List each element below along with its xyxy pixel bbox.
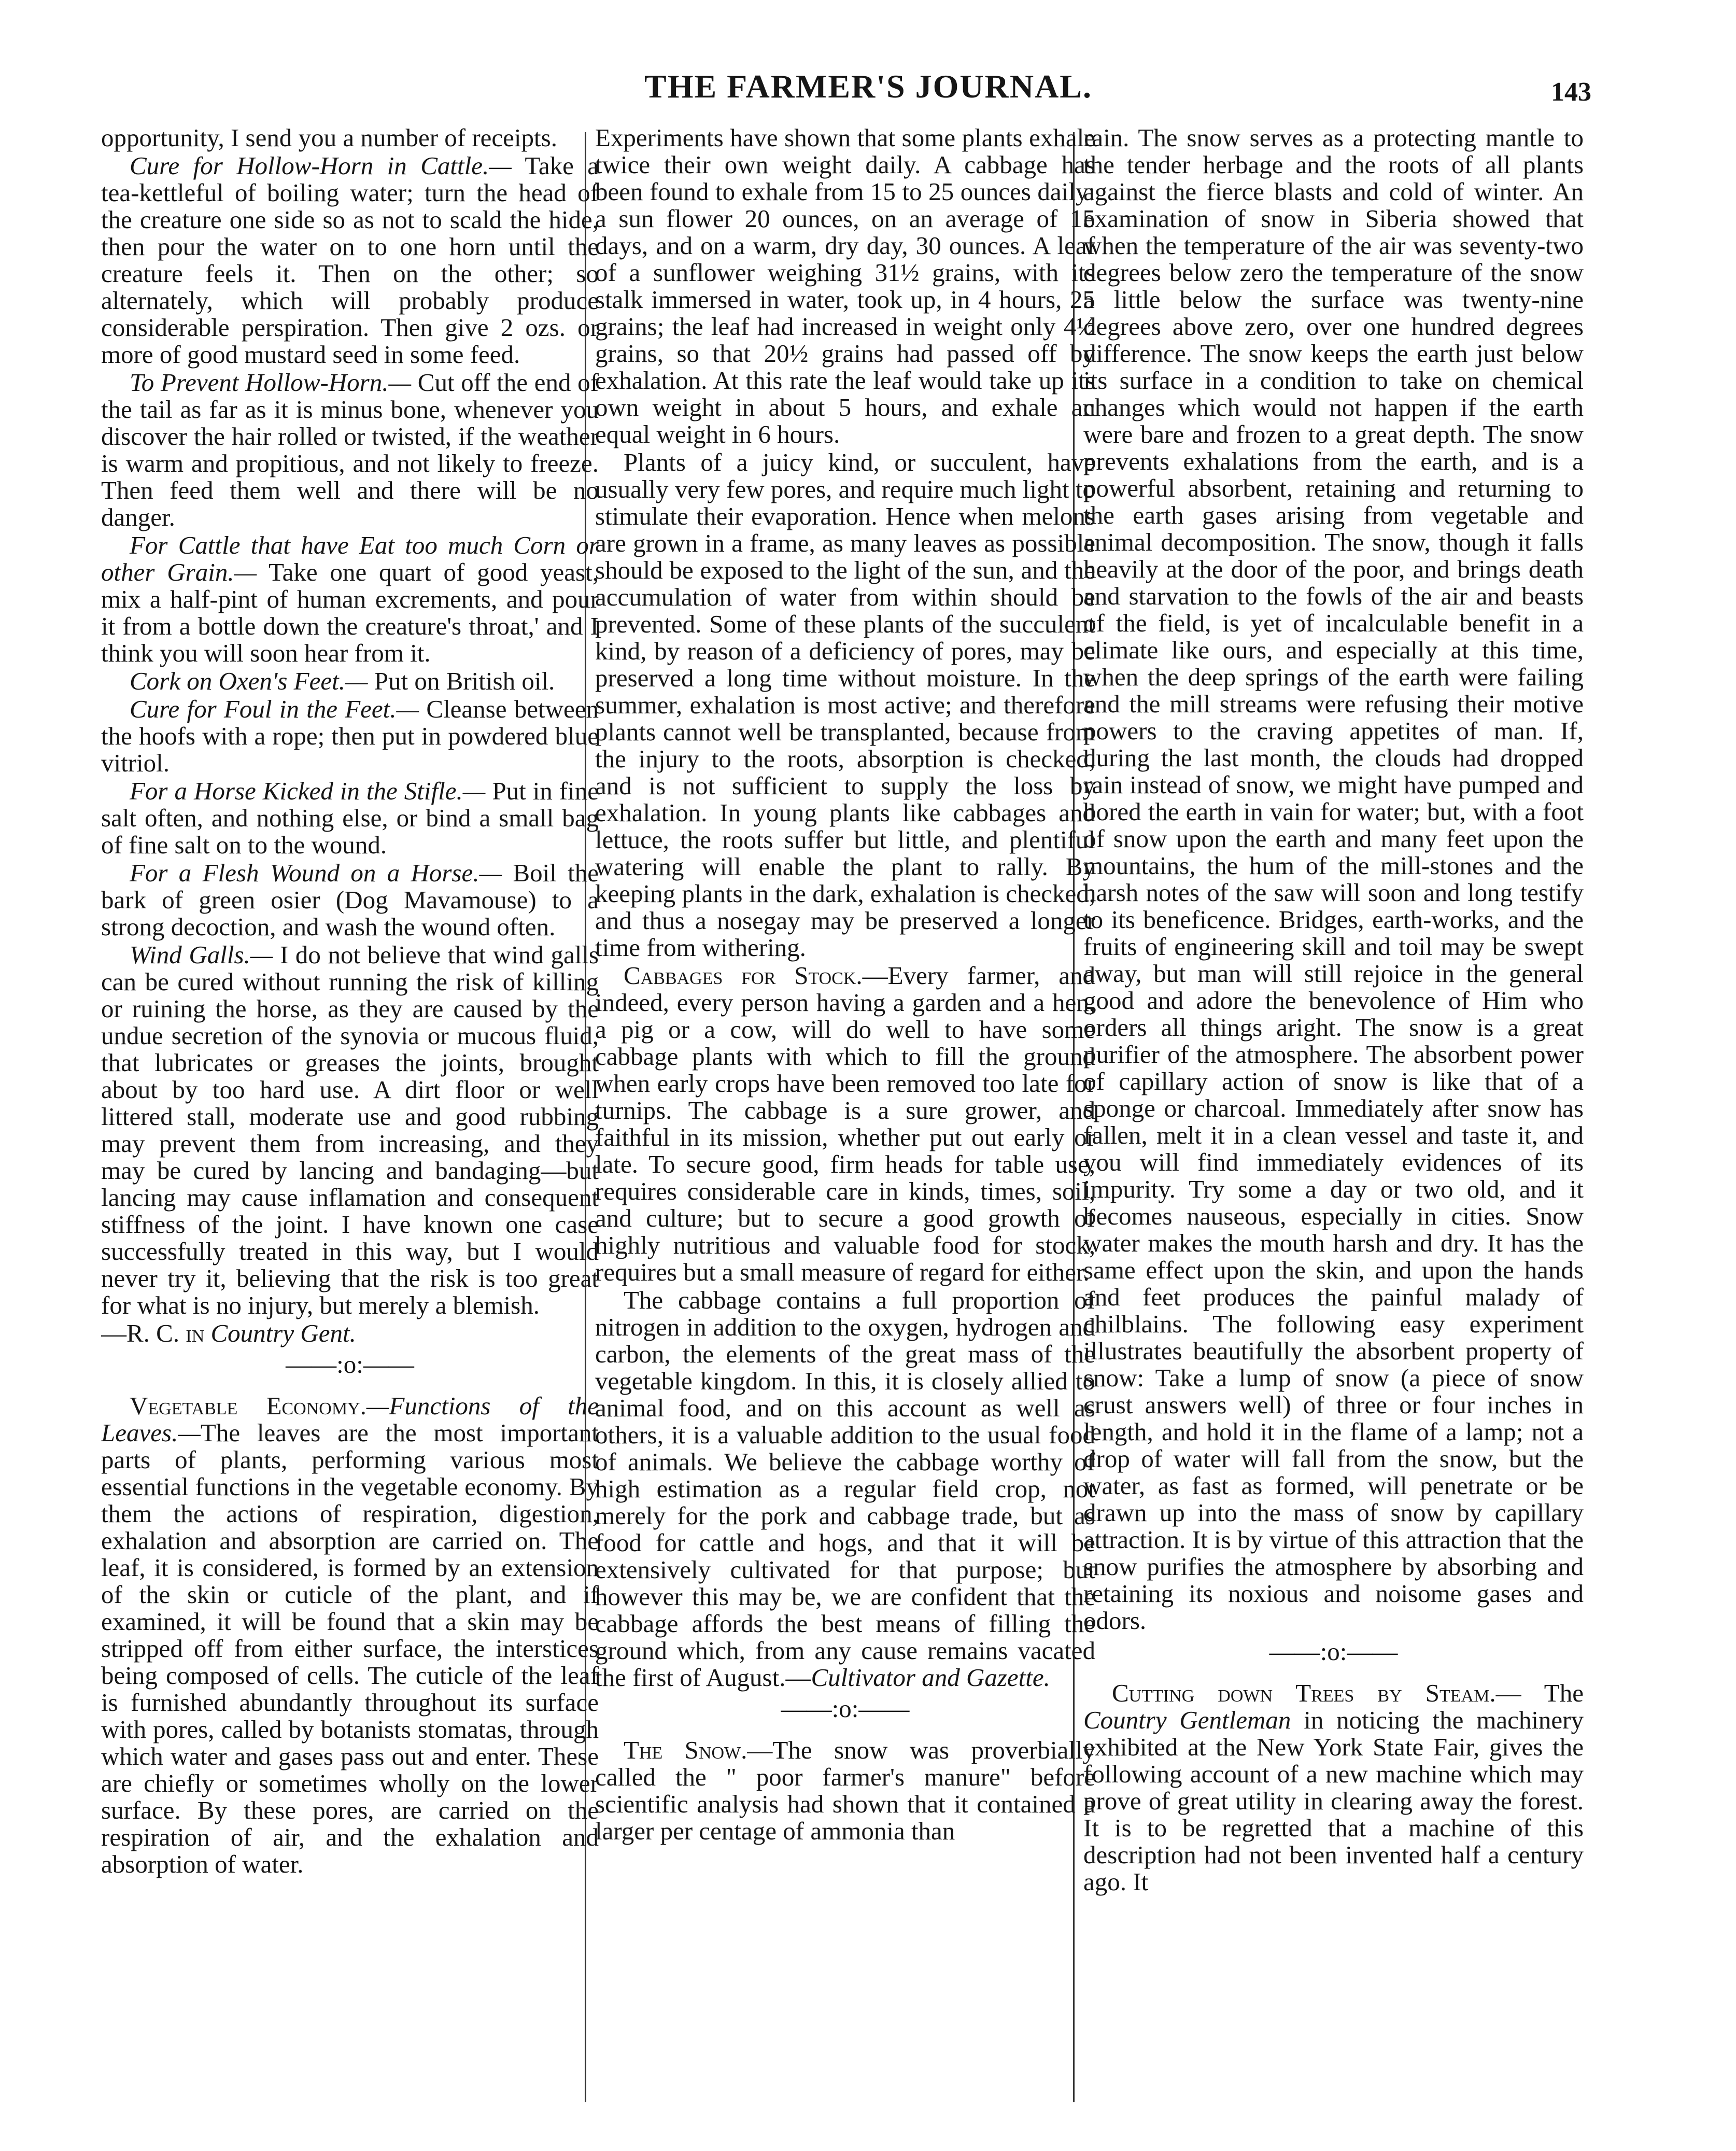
receipt-text: Cleanse between the hoofs with a rope; then put in powdered blue vitriol.: [101, 695, 599, 777]
page-number: 143: [1551, 77, 1591, 107]
section-separator: ——:o:——: [286, 1350, 414, 1379]
paragraph: Plants of a juicy kind, or succulent, have usually very few pores, and require much light to stimulate their evaporation. Hence when melons are grown in a frame, as many leaves as possible should be exposed to the light of the sun, and the accumulation of water from within should be prevented. Some of these plants of the succulent kind, by reason of a deficiency of pores, may be preserved a long time without moisture. In the summer, exhalation is most active; and therefore plants cannot well be transplanted, because from the injury to the roots, absorption is checked, and is not sufficient to supply the loss by exhalation. In young plants like cabbages and lettuce, the roots suffer but little, and plentiful watering will enable the plant to rally. By keeping plants in the dark, exhalation is checked, and thus a nosegay may be preserved a longer time from withering.: [595, 448, 1095, 962]
receipt-heading: Cork on Oxen's Feet.—: [130, 667, 368, 695]
article-vegetable-economy: [101, 1393, 599, 1878]
paragraph: rain. The snow serves as a protecting mantle to the tender herbage and the roots of all plants against the fierce blasts and cold of winter. An examination of snow in Siberia showed that when the temperature of the air was seventy-two degrees below zero the temperature of the snow a little below the surface was twenty-nine degrees above zero, over one hundred degrees difference. The snow keeps the earth just below its surface in a condition to take on chemical changes which would not happen if the earth were bare and frozen to a great depth. The snow prevents exhalations from the earth, and is a powerful absorbent, retaining and returning to the earth gases arising from vegetable and animal decomposition. The snow, though it falls heavily at the door of the poor, and brings death and starvation to the fowls of the air and beasts of the field, is yet of incalculable benefit in a climate like ours, and especially at this time, when the deep springs of the earth were failing and the mill streams were refusing their motive powers to the craving appetites of man. If, during the last month, the clouds had dropped rain instead of snow, we might have pumped and bored the earth in vain for water; but, with a foot of snow upon the earth and many feet upon the mountains, the hum of the mill-stones and the harsh notes of the saw will soon and long testify to its beneficence. Bridges, earth-works, and the fruits of engineering skill and toil may be swept away, but man will still rejoice in the general good and adore the benevolence of Him who orders all things aright. The snow is a great purifier of the atmosphere. The absorbent power of capillary action of snow is like that of a sponge or charcoal. Immediately after snow has fallen, melt it in a clean vessel and taste it, and you will find immediately evidences of its impurity. Try some a day or two old, and it becomes nauseous, especially in cities. Snow water makes the mouth harsh and dry. It has the same effect upon the skin, and upon the hands and feet produces the painful malady of chilblains. The following easy experiment illustrates beautifully the absorbent property of snow: Take a lump of snow (a piece of snow crust answers well) of three or four inches in length, and hold it in the flame of a lamp; not a drop of water will fall from the snow, but the water, as fast as formed, will penetrate or be drawn up into the mass of snow by capillary attraction. It is by virtue of this attraction that the snow purifies the atmosphere by absorbing and retaining its noxious and noisome gases and odors.: [1083, 124, 1584, 1635]
paragraph: Experiments have shown that some plants exhale twice their own weight daily. A cabbage has been found to exhale from 15 to 25 ounces daily: a sun flower 20 ounces, on an average of 15 days, and on a warm, dry day, 30 ounces. A leaf of a sunflower weighing 31½ grains, with its stalk immersed in water, took up, in 4 hours, 25 grains; the leaf had increased in weight only 4½ grains, so that 20½ grains had passed off by exhalation. At this rate the leaf would take up its own weight in about 5 hours, and exhale an equal weight in 6 hours.: [595, 124, 1095, 448]
receipt-text: Take one quart of good yeast, mix a half-pint of human excrements, and pour it from a bottle down the creature's throat,' and I think you will soon hear from it.: [101, 558, 599, 667]
article-snow: [595, 1737, 1095, 1845]
article-subtitle: —Functions of the Leaves.—: [101, 1391, 599, 1447]
article-title: Cutting down Trees by Steam.: [1112, 1679, 1496, 1707]
receipt-text: Put on British oil.: [374, 667, 555, 695]
receipt-item: [101, 668, 599, 695]
receipt-heading: Cure for Hollow-Horn in Cattle.—: [130, 151, 512, 180]
signature: [101, 1320, 599, 1347]
receipt-heading: For a Flesh Wound on a Horse.—: [130, 859, 502, 887]
receipt-heading: Cure for Foul in the Feet.—: [130, 695, 419, 723]
receipt-item: [101, 778, 599, 859]
receipt-item: [101, 941, 599, 1319]
paragraph-text: The cabbage contains a full proportion of nitrogen in addition to the oxygen, hydrogen and carbon, the elements of the great mass of the vegetable kingdom. In this, it is closely allied to animal food, and on this account as well as others, it is a valuable addition to the usual food of animals. We believe the cabbage worthy of high estimation as a regular field crop, not merely for the pork and cabbage trade, but as food for cattle and hogs, and that it will be extensively cultivated for that purpose; but however this may be, we are confident that the cabbage affords the best means of filling the ground which, from any cause remains vacated the first of August.—: [595, 1286, 1095, 1692]
article-title: Cabbages for Stock.: [624, 961, 863, 990]
receipt-item: [101, 369, 599, 531]
article-title: Vegetable Economy.: [130, 1391, 366, 1420]
column-left: [101, 124, 599, 2126]
article-title: The Snow.: [624, 1736, 747, 1764]
intro-line: opportunity, I send you a number of receipts.: [101, 124, 557, 152]
receipt-heading: For Cattle that have Eat too much Corn or other Grain.—: [101, 531, 599, 586]
receipt-heading: To Prevent Hollow-Horn.—: [130, 368, 412, 397]
source-credit: Cultivator and Gazette.: [811, 1663, 1050, 1692]
receipt-text: Take a tea-kettleful of boiling water; turn the head of the creature one side so as not to scald the hide, then pour the water on to one horn until the creature feels it. Then on the other; so alternately, which will probably produce considerable perspiration. Then give 2 ozs. or more of good mustard seed in some feed.: [101, 151, 599, 369]
receipt-item: [101, 696, 599, 777]
column-right: [1083, 124, 1584, 2126]
column-middle: [595, 124, 1095, 2126]
running-title: THE FARMER'S JOURNAL.: [644, 68, 1092, 105]
paragraph: [595, 1287, 1095, 1691]
article-text: — The: [1495, 1679, 1584, 1707]
article-cabbages: [595, 962, 1095, 1286]
receipt-text: Cut off the end of the tail as far as it is minus bone, whenever you discover the hair rolled or twisted, if the weather is warm and propitious, and not likely to freeze. Then feed them well and there will be no danger.: [101, 368, 599, 531]
receipt-text: I do not believe that wind galls can be cured without running the risk of killing or ruining the horse, as they are caused by the undue secretion of the synovia or mucous fluid, that lubricates or greases the joints, brought about by too hard use. A dirt floor or well littered stall, moderate use and good rubbing may prevent them from increasing, and they may be cured by lancing and bandaging—but lancing may cause inflamation and consequent stiffness of the joint. I have known one case successfully treated in this way, but I would never try it, believing that the risk is too great for what is no injury, but merely a blemish.: [101, 940, 599, 1319]
receipt-item: [101, 532, 599, 667]
signature-prefix: —R. C. in: [101, 1319, 205, 1347]
article-text: The leaves are the most important parts of plants, performing various most essential functions in the vegetable economy. By them the actions of respiration, digestion, exhalation and absorption are carried on. The leaf, it is considered, is formed by an extension of the skin or cuticle of the plant, and if examined, it will be found that a skin may be stripped off from either surface, the interstices being composed of cells. The cuticle of the leaf is furnished abundantly throughout its surface with pores, called by botanists stomatas, through which water and gases pass out and enter. These are chiefly or sometimes wholly on the lower surface. By these pores, are carried on the respiration of air, and the exhalation and absorption of water.: [101, 1418, 599, 1878]
section-separator: ——:o:——: [781, 1694, 910, 1723]
source-credit: Country Gentleman: [1083, 1706, 1291, 1734]
article-text: in noticing the machinery exhibited at the New York State Fair, gives the following account of a new machine which may prove of great utility in clearing away the forest. It is to be regretted that a machine of this description had not been invented half a century ago. It: [1083, 1706, 1584, 1896]
receipt-text: Put in fine salt often, and nothing else, or bind a small bag of fine salt on to the wound.: [101, 777, 599, 859]
article-text: —The snow was proverbially called the " poor farmer's manure" before scientific analysis had shown that it contained a larger per centage of ammonia than: [595, 1736, 1095, 1845]
article-trees-by-steam: [1083, 1680, 1584, 1895]
article-text: —Every farmer, and indeed, every person having a garden and a hen, a pig or a cow, will do well to have some cabbage plants with which to fill the ground when early crops have been removed too late for turnips. The cabbage is a sure grower, and faithful in its mission, whether put out early or late. To secure good, firm heads for table use, requires considerable care in kinds, times, soil, and culture; but to secure a good growth of highly nutritious and valuable food for stock, requires but a small measure of regard for either.: [595, 961, 1095, 1286]
receipt-heading: Wind Galls.—: [130, 940, 273, 969]
receipt-item: [101, 860, 599, 940]
receipt-heading: For a Horse Kicked in the Stifle.—: [130, 777, 486, 805]
receipt-text: Boil the bark of green osier (Dog Mavamouse) to a strong decoction, and wash the wound often.: [101, 859, 599, 941]
signature-source: Country Gent.: [210, 1319, 356, 1347]
receipt-item: [101, 152, 599, 368]
section-separator: ——:o:——: [1269, 1637, 1398, 1666]
